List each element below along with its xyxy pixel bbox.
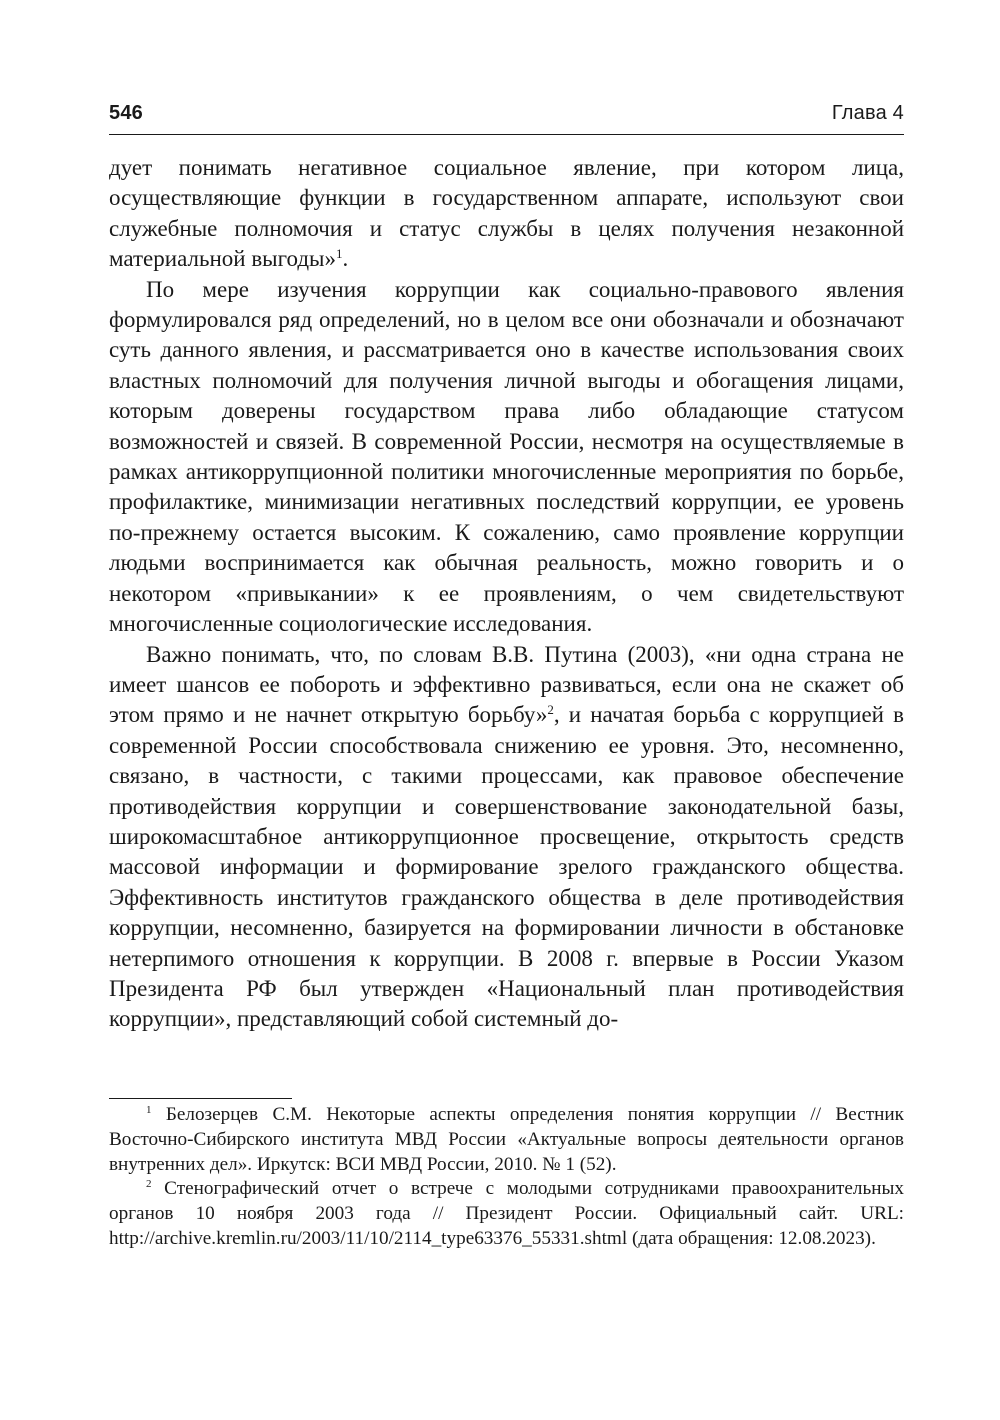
footnote-ref-1[interactable]: 1 (336, 246, 343, 262)
main-text (109, 153, 904, 1035)
footnote-ref-2[interactable]: 2 (547, 702, 554, 718)
running-head: Глава 4 (831, 102, 904, 124)
footnote-number: 1 (146, 1104, 152, 1116)
page-header (109, 98, 904, 135)
footnote-number: 2 (146, 1178, 152, 1191)
page-number: 546 (109, 102, 143, 124)
paragraph-anticorruption-fight: Важно понимать, что, по словам В.В. Путина (2003), «ни одна страна не имеет шансов ее побороть и эффективно развиваться, если она не скажет об этом прямо и не начнет открытую борьбу»$^2$, и начатая борьба с коррупцией в современной России способствовала снижению ее уровня. Это, несомненно, связано, в частности, с такими процессами, как правовое обеспечение противодействия коррупции и совершенствование законодательной базы, широкомасштабное антикоррупционное просвещение, открытость средств массовой информации и формирование зрелого гражданского общества. Эффективность институтов гражданского общества в деле противодействия коррупции, несомненно, базируется на формировании личности в обстановке нетерпимого отношения к коррупции. В 2008 г. впервые в России Указом Президента РФ был утвержден «Национальный план противодействия коррупции», представляющий собой системный до- (109, 641, 904, 1032)
footnote-1: $^1$ Белозерцев С.М. Некоторые аспекты определения понятия коррупции // Вестник Восточно-Сибирского института МВД России «Актуальные вопросы деятельности органов внутренних дел». Иркутск: ВСИ МВД России, 2010. № 1 (52). (109, 1104, 904, 1175)
footnotes (109, 1103, 904, 1252)
footnote-separator (109, 1098, 292, 1099)
paragraph-corruption-definitions: По мере изучения коррупции как социально-правового явления формулировался ряд определений, но в целом все они обозначали и обозначают суть данного явления, и рассматривается оно в качестве использования своих властных полномочий для получения личной выгоды и обогащения лицами, которым доверены государством права либо обладающие статусом возможностей и связей. В современной России, несмотря на осуществляемые в рамках антикоррупционной политики многочисленные мероприятия по борьбе, профилактике, минимизации негативных последствий коррупции, ее уровень по-прежнему остается высоким. К сожалению, само проявление коррупции людьми воспринимается как обычная реальность, можно говорить и о некотором «привыкании» к ее проявлениям, о чем свидетельствуют многочисленные социологические исследования. (109, 276, 904, 637)
footnote-2: $^2$ Стенографический отчет о встрече с молодыми сотрудниками правоохранительных органов 10 ноября 2003 года // Президент России. Официальный сайт. URL: http://archive.kremlin.ru/2003/11/10/2114_type63376_55331.shtml (дата обращения: 12.08.2023). (109, 1178, 904, 1249)
paragraph-continuation: дует понимать негативное социальное явление, при котором лица, осуществляющие функции в государственном аппарате, используют свои служебные полномочия и статус службы в целях получения незаконной материальной выгоды»$^1$. (109, 155, 904, 272)
